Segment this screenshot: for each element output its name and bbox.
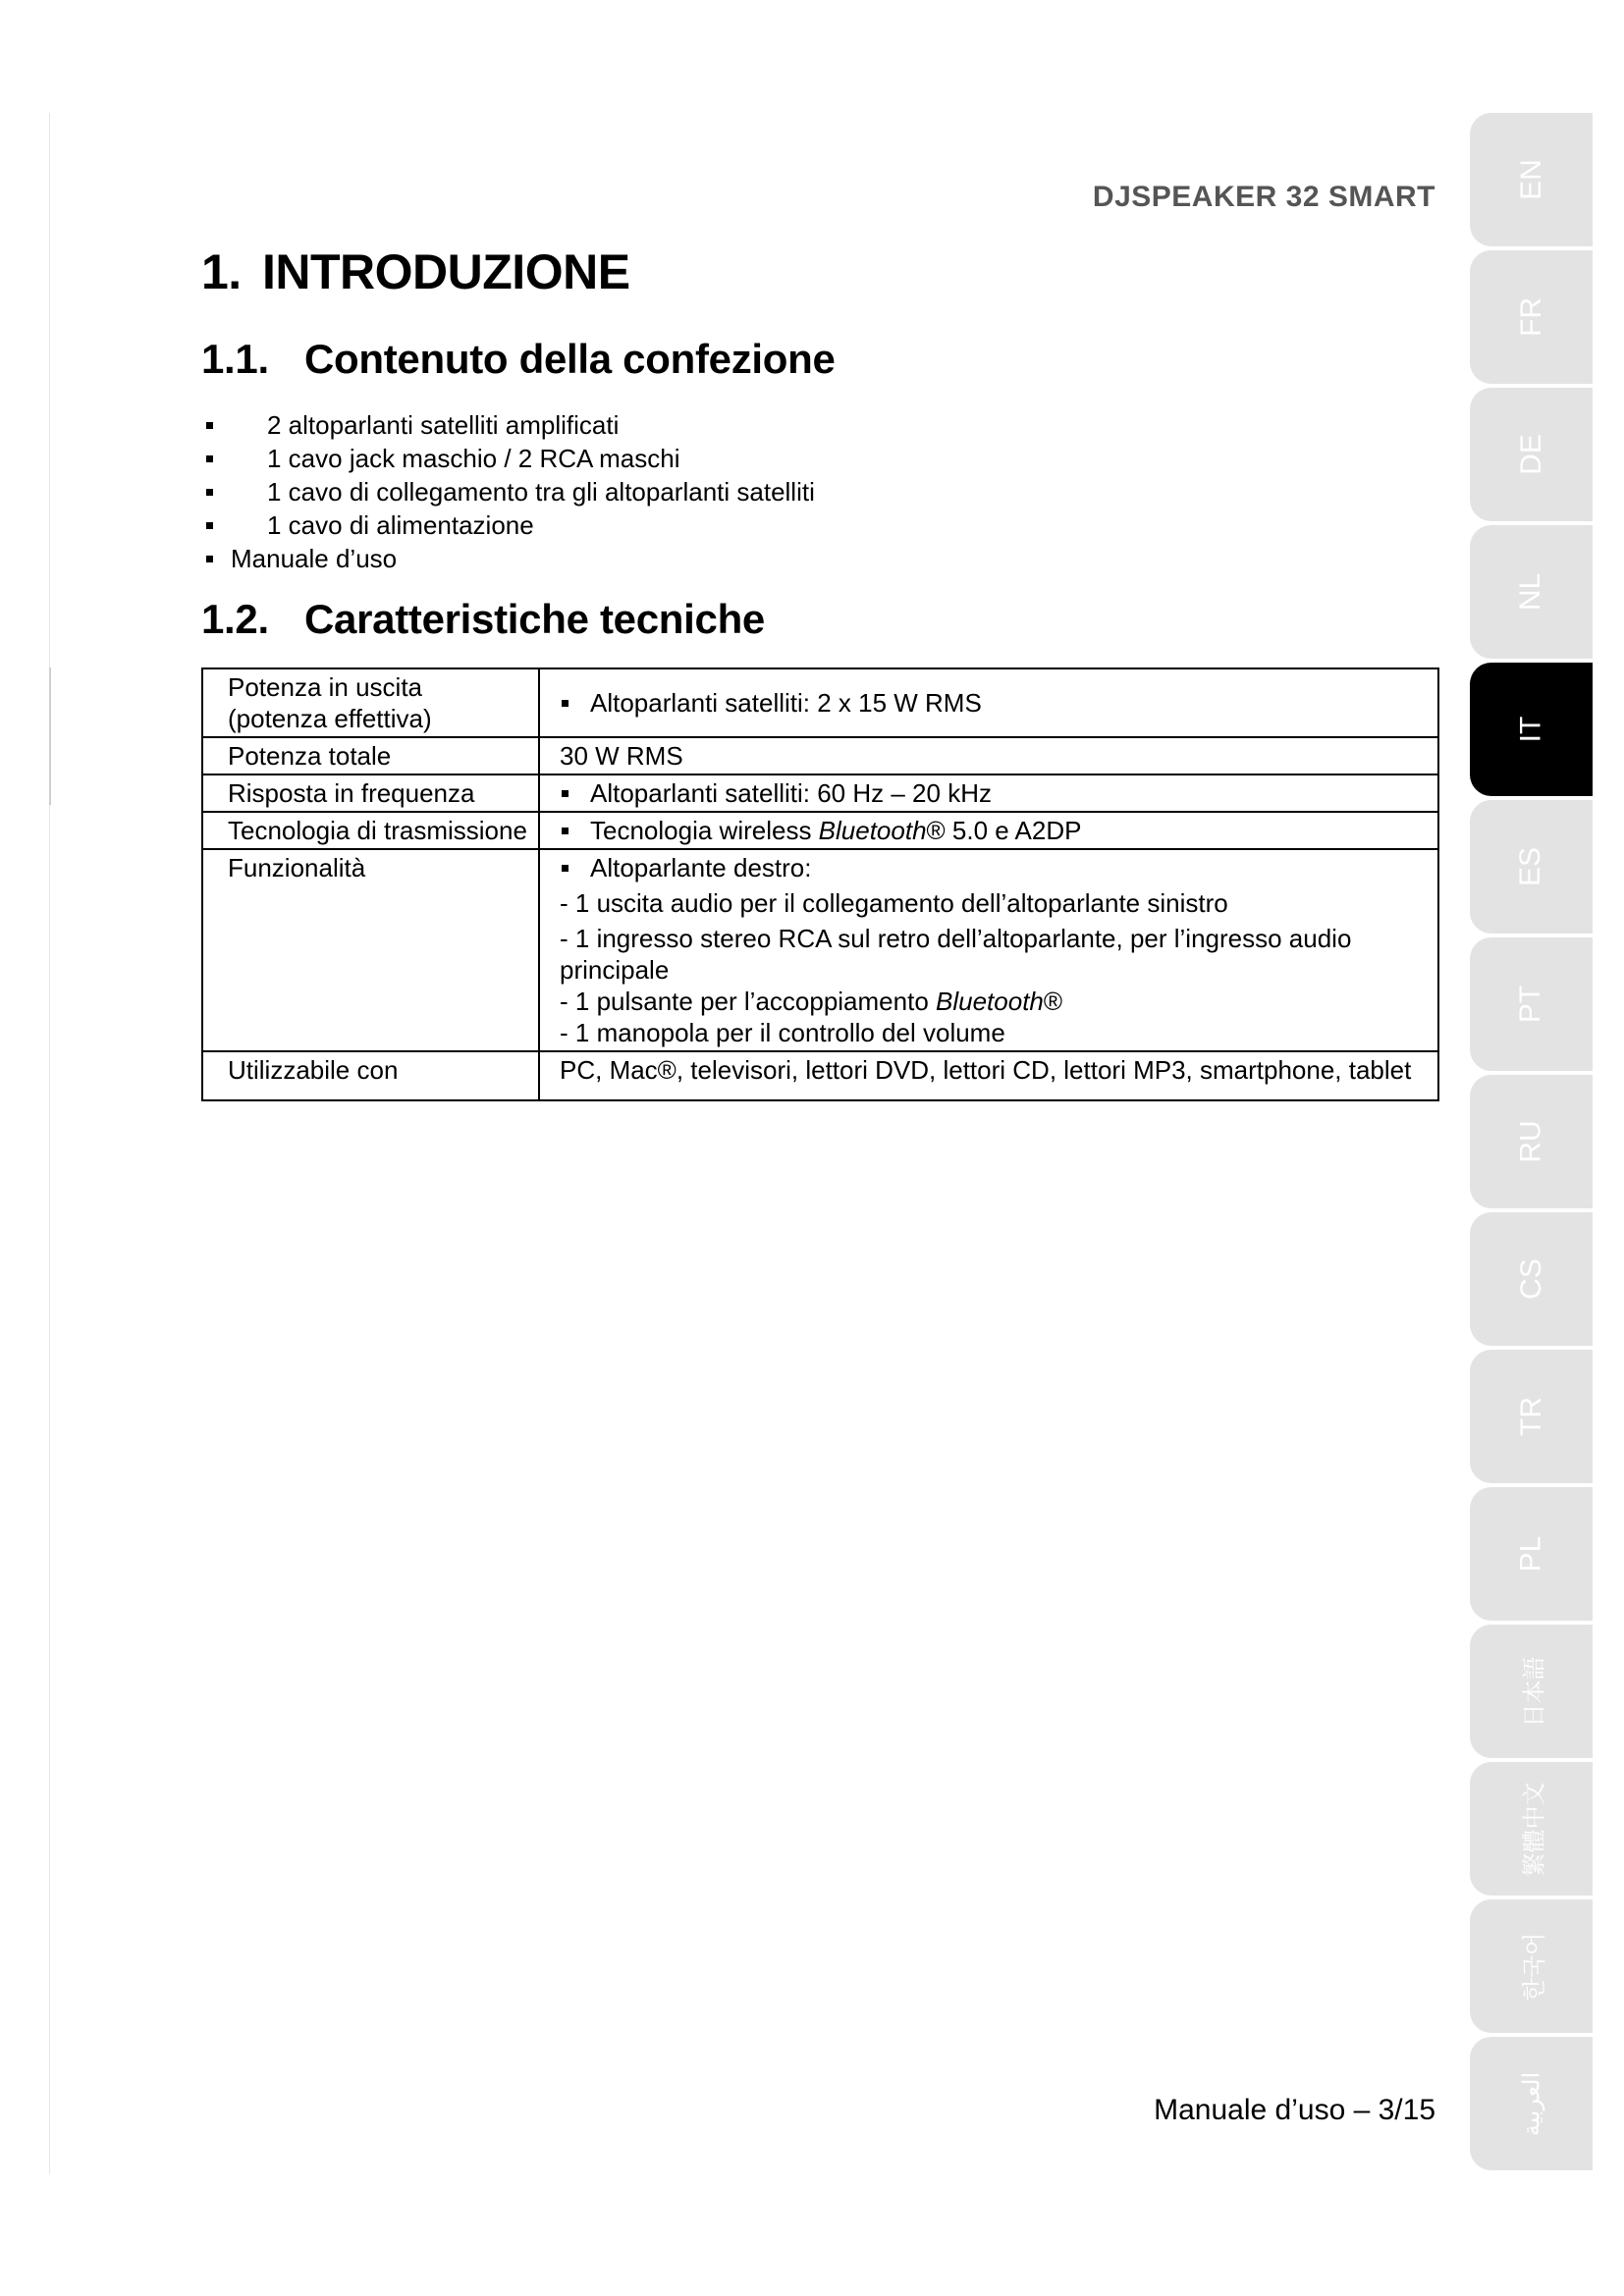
tab-language-fr[interactable]: FR [1470, 250, 1593, 384]
spec-value: Altoparlanti satelliti: 60 Hz – 20 kHz [539, 774, 1438, 812]
bullet-icon [206, 522, 213, 529]
spec-label: Potenza totale [202, 737, 539, 774]
tab-language-ja[interactable]: 日本語 [1470, 1625, 1593, 1758]
spec-value: Altoparlanti satelliti: 2 x 15 W RMS [539, 668, 1438, 737]
table-row [202, 849, 1438, 1051]
spec-label: Potenza in uscita (potenza effettiva) [202, 668, 539, 737]
spec-value: PC, Mac®, televisori, lettori DVD, lettori CD, lettori MP3, smartphone, tablet [539, 1051, 1438, 1100]
subsection-number: 1.2. [201, 596, 269, 642]
tab-language-tr[interactable]: TR [1470, 1350, 1593, 1483]
list-item: 1 cavo di alimentazione [201, 508, 815, 542]
table-row [202, 1051, 1438, 1100]
subsection-title: Contenuto della confezione [304, 336, 836, 382]
section-title: INTRODUZIONE [262, 244, 630, 299]
spec-label: Risposta in frequenza [202, 774, 539, 812]
table-row [202, 668, 1438, 737]
product-name-header: DJSPEAKER 32 SMART [1092, 181, 1435, 213]
technical-specs-table [201, 667, 1439, 1101]
list-item: 1 cavo di collegamento tra gli altoparlanti satelliti [201, 475, 815, 508]
subsection-title: Caratteristiche tecniche [304, 596, 765, 642]
page-margin-mark [49, 667, 51, 805]
tab-language-ko[interactable]: 한국어 [1470, 1899, 1593, 2033]
bullet-icon [562, 828, 568, 834]
tab-language-it[interactable]: IT [1470, 663, 1593, 796]
subsection-heading-specs [201, 596, 765, 643]
list-item: 1 cavo jack maschio / 2 RCA maschi [201, 442, 815, 475]
tab-language-ru[interactable]: RU [1470, 1075, 1593, 1208]
package-contents-list [201, 408, 815, 575]
table-row [202, 737, 1438, 774]
bullet-icon [206, 422, 213, 429]
section-heading-introduction [201, 243, 630, 300]
tab-language-cs[interactable]: CS [1470, 1212, 1593, 1346]
spec-value: 30 W RMS [539, 737, 1438, 774]
spec-label: Utilizzabile con [202, 1051, 539, 1100]
spec-value: Altoparlante destro: - 1 uscita audio per il collegamento dell’altoparlante sinistro - 1 ingresso stereo RCA sul retro dell’altoparlante, per l’ingresso audio principale - 1 pulsante per l’accoppiamento Bluetooth® - 1 manopola per il controllo del volume [539, 849, 1438, 1051]
spec-value: Tecnologia wireless Bluetooth® 5.0 e A2DP [539, 812, 1438, 849]
table-row [202, 812, 1438, 849]
tab-language-ar[interactable]: العربية [1470, 2037, 1593, 2170]
list-item: 2 altoparlanti satelliti amplificati [201, 408, 815, 442]
bullet-icon [206, 556, 213, 562]
tab-language-pl[interactable]: PL [1470, 1487, 1593, 1621]
bullet-icon [562, 700, 568, 707]
page-footer: Manuale d’uso – 3/15 [1154, 2094, 1435, 2126]
subsection-number: 1.1. [201, 336, 269, 382]
tab-language-es[interactable]: ES [1470, 800, 1593, 934]
page-margin-line [49, 113, 50, 2174]
tab-language-zh[interactable]: 繁體中文 [1470, 1762, 1593, 1896]
bullet-icon [206, 489, 213, 496]
spec-label: Funzionalità [202, 849, 539, 1051]
table-row [202, 774, 1438, 812]
tab-language-de[interactable]: DE [1470, 388, 1593, 521]
bullet-icon [562, 865, 568, 872]
section-number: 1. [201, 244, 242, 299]
spec-label: Tecnologia di trasmissione [202, 812, 539, 849]
subsection-heading-contents [201, 336, 836, 383]
bullet-icon [562, 790, 568, 797]
tab-language-nl[interactable]: NL [1470, 525, 1593, 659]
tab-language-pt[interactable]: PT [1470, 937, 1593, 1071]
bullet-icon [206, 455, 213, 462]
list-item: Manuale d’uso [201, 542, 815, 575]
tab-language-en[interactable]: EN [1470, 113, 1593, 246]
